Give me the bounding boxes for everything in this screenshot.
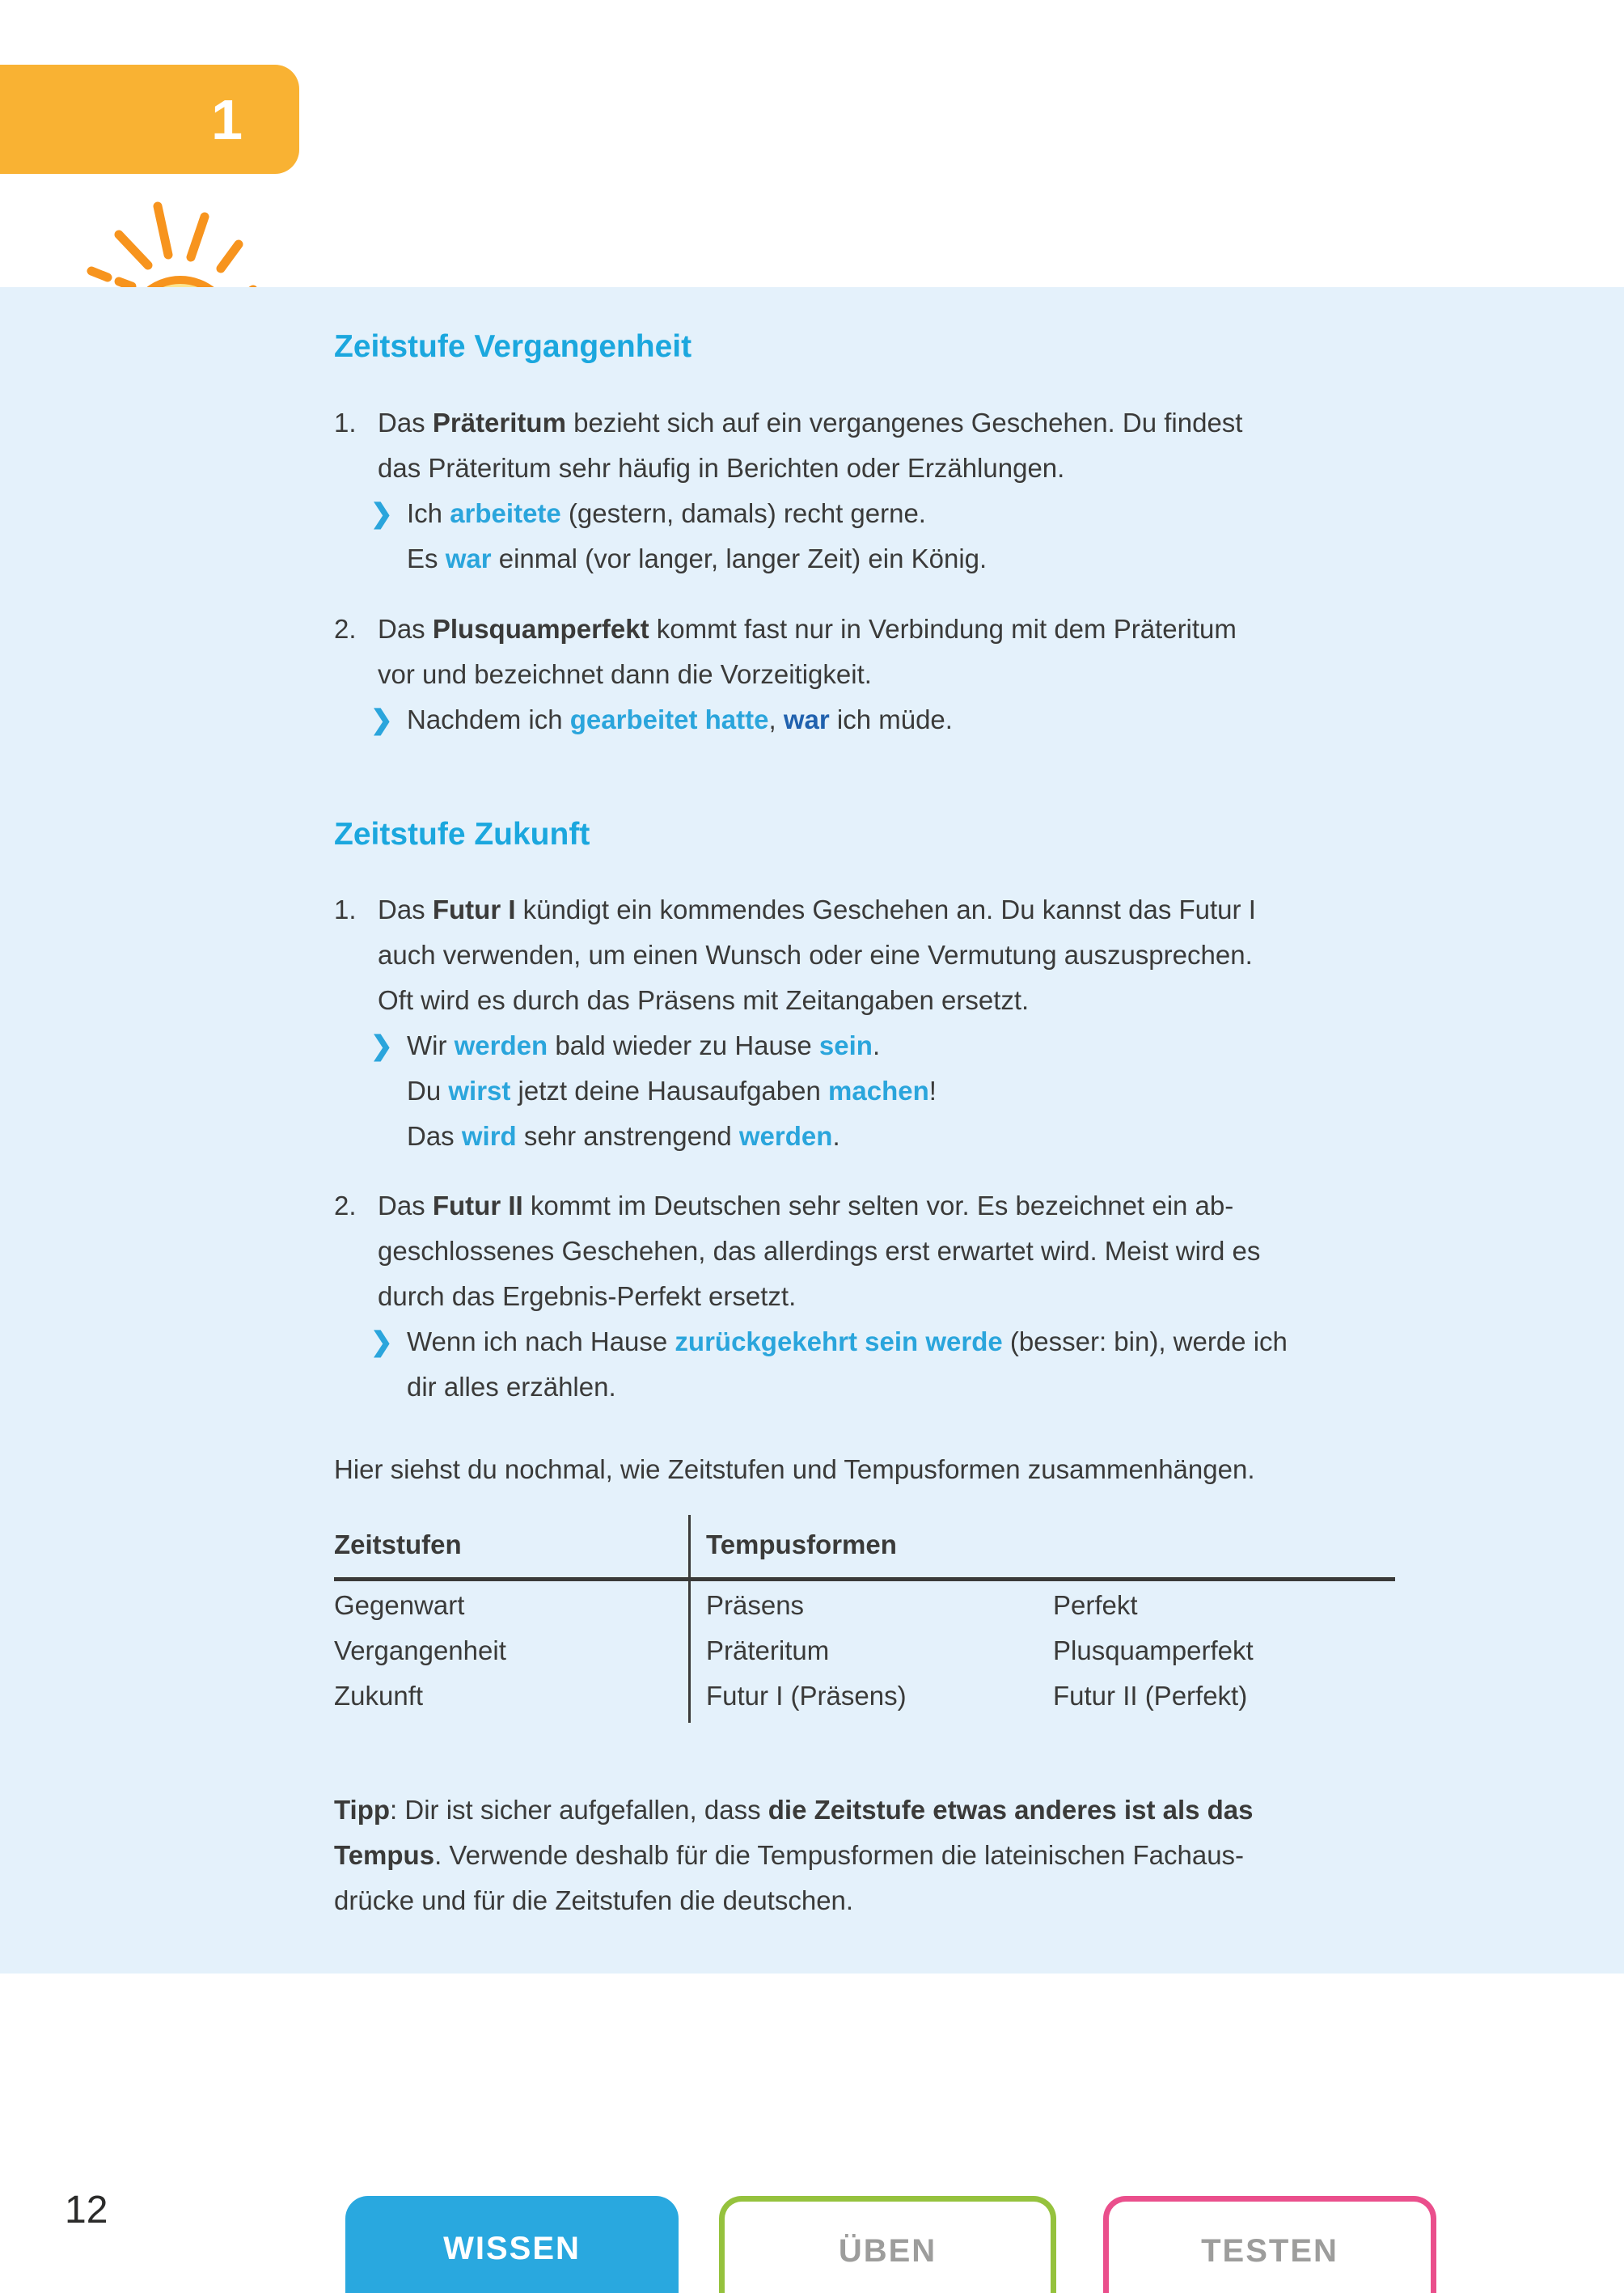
example-line: dir alles erzählen.: [407, 1372, 616, 1402]
table-cell: Perfekt: [1053, 1590, 1138, 1620]
table-cell: Präteritum: [706, 1635, 830, 1665]
table-cell: Gegenwart: [334, 1590, 465, 1620]
text-line: Oft wird es durch das Präsens mit Zeitangaben ersetzt.: [378, 985, 1030, 1015]
text-line: Das Präteritum bezieht sich auf ein vergangenes Geschehen. Du findest: [378, 408, 1243, 438]
table-cell: Vergangenheit: [334, 1635, 506, 1665]
section-heading-vergangenheit: Zeitstufe Vergangenheit: [334, 329, 692, 364]
chapter-tab[interactable]: [0, 65, 299, 174]
example-line: Du wirst jetzt deine Hausaufgaben machen!: [407, 1076, 937, 1106]
table-row: [334, 1673, 1410, 1719]
tab-testen-label: TESTEN: [1201, 2233, 1339, 2269]
content-panel: [0, 287, 1624, 1974]
tip-line: drücke und für die Zeitstufen die deutschen.: [334, 1885, 854, 1915]
tip-paragraph: [334, 1787, 1418, 1923]
list-item: [334, 1183, 1418, 1410]
example-chevron-icon: ❯: [370, 704, 393, 734]
example-chevron-icon: ❯: [370, 1326, 393, 1356]
tip-line: Tipp: Dir ist sicher aufgefallen, dass die Zeitstufe etwas anderes ist als das: [334, 1795, 1254, 1825]
table-row: [334, 1628, 1410, 1673]
item-number: 2.: [334, 614, 357, 644]
table-cell: Futur II (Perfekt): [1053, 1681, 1248, 1711]
table-cell: Plusquamperfekt: [1053, 1635, 1254, 1665]
example-line: Nachdem ich gearbeitet hatte, war ich müde.: [407, 704, 953, 734]
example-line: Das wird sehr anstrengend werden.: [407, 1121, 840, 1151]
table-vertical-divider: [688, 1515, 691, 1723]
tense-table: [334, 1515, 1410, 1719]
text-line: auch verwenden, um einen Wunsch oder eine Vermutung auszusprechen.: [378, 940, 1253, 970]
text-line: vor und bezeichnet dann die Vorzeitigkeit.: [378, 659, 872, 689]
list-item: [334, 887, 1418, 1159]
tab-testen[interactable]: [1103, 2196, 1436, 2293]
tab-ueben[interactable]: [719, 2196, 1056, 2293]
text-line: das Präteritum sehr häufig in Berichten oder Erzählungen.: [378, 453, 1065, 483]
section-heading-zukunft: Zeitstufe Zukunft: [334, 817, 590, 852]
page-number: 12: [65, 2189, 108, 2232]
example-chevron-icon: ❯: [370, 1030, 393, 1060]
table-intro: Hier siehst du nochmal, wie Zeitstufen und Tempusformen zusammenhängen.: [334, 1454, 1255, 1484]
text-line: geschlossenes Geschehen, das allerdings erst erwartet wird. Meist wird es: [378, 1236, 1261, 1266]
tab-wissen-label: WISSEN: [443, 2230, 581, 2266]
table-cell: Präsens: [706, 1590, 805, 1620]
table-row: [334, 1583, 1410, 1628]
example-line: Ich arbeitete (gestern, damals) recht gerne.: [407, 498, 926, 528]
table-cell: Zukunft: [334, 1681, 424, 1711]
content-column: [334, 328, 1418, 1923]
item-number: 2.: [334, 1191, 357, 1221]
example-line: Wir werden bald wieder zu Hause sein.: [407, 1030, 881, 1060]
item-number: 1.: [334, 895, 357, 924]
example-chevron-icon: ❯: [370, 498, 393, 528]
list-item: [334, 607, 1418, 742]
tab-ueben-label: ÜBEN: [838, 2233, 937, 2269]
table-cell: Futur I (Präsens): [706, 1681, 907, 1711]
list-item: [334, 400, 1418, 582]
example-line: Wenn ich nach Hause zurückgekehrt sein werde (besser: bin), werde ich: [407, 1326, 1288, 1356]
table-horizontal-rule: [334, 1577, 1395, 1581]
table-header-tempusformen: Tempusformen: [706, 1529, 897, 1559]
text-line: Das Futur I kündigt ein kommendes Geschehen an. Du kannst das Futur I: [378, 895, 1256, 924]
tip-line: Tempus. Verwende deshalb für die Tempusformen die lateinischen Fachaus-: [334, 1840, 1245, 1870]
example-line: Es war einmal (vor langer, langer Zeit) ein König.: [407, 544, 988, 573]
item-number: 1.: [334, 408, 357, 438]
chapter-number: 1: [211, 87, 243, 151]
text-line: durch das Ergebnis-Perfekt ersetzt.: [378, 1281, 797, 1311]
text-line: Das Futur II kommt im Deutschen sehr selten vor. Es bezeichnet ein ab-: [378, 1191, 1234, 1221]
tab-wissen[interactable]: [345, 2196, 679, 2293]
table-header-zeitstufen: Zeitstufen: [334, 1529, 462, 1559]
text-line: Das Plusquamperfekt kommt fast nur in Verbindung mit dem Präteritum: [378, 614, 1237, 644]
